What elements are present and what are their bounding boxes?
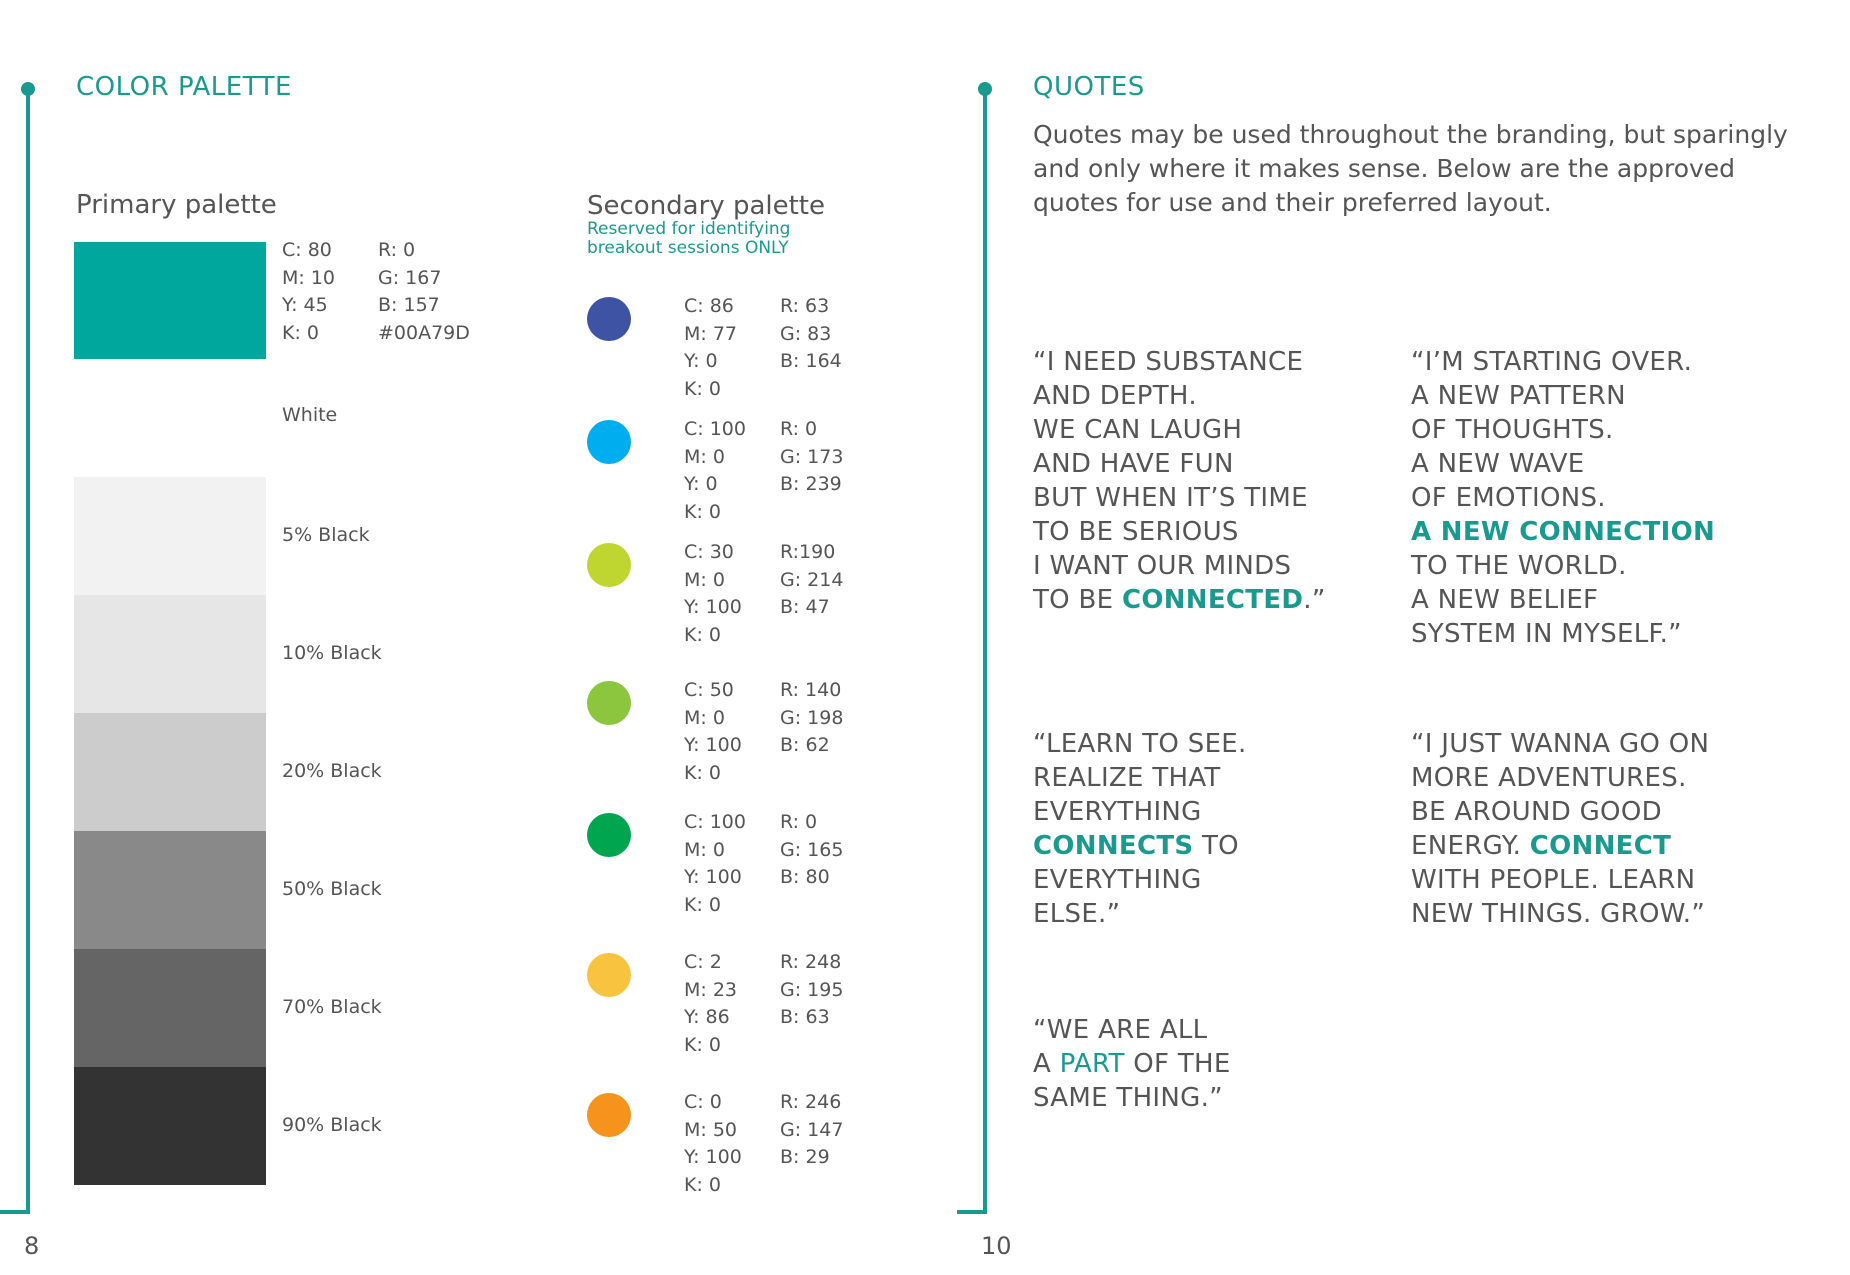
- quote-text: “I JUST WANNA GO ON: [1411, 729, 1710, 759]
- secondary-rgb: R: 0 G: 165 B: 80: [780, 811, 844, 888]
- quote-text: AND HAVE FUN: [1033, 449, 1234, 479]
- quote-text: SAME THING.”: [1033, 1083, 1223, 1113]
- quote-line: [1033, 897, 1247, 931]
- quote-text: TO THE WORLD.: [1411, 551, 1627, 581]
- quote-text: WITH PEOPLE. LEARN: [1411, 865, 1696, 895]
- quote-text: OF THE: [1124, 1049, 1231, 1079]
- quote-line: [1033, 1013, 1231, 1047]
- secondary-cmyk: C: 0 M: 50 Y: 100 K: 0: [684, 1091, 742, 1196]
- quote-line: [1033, 1081, 1231, 1115]
- quote-line: [1411, 897, 1709, 931]
- secondary-cmyk: C: 100 M: 0 Y: 0 K: 0: [684, 418, 746, 523]
- secondary-color-dot: [587, 543, 631, 587]
- quote-line: [1411, 413, 1715, 447]
- quote-block: [1033, 1013, 1231, 1115]
- tint-swatch: [74, 1067, 266, 1185]
- secondary-rgb: R: 140 G: 198 B: 62: [780, 679, 844, 756]
- secondary-palette-heading: Secondary palette: [587, 191, 825, 221]
- white-label: White: [282, 404, 338, 426]
- quote-line: [1033, 481, 1326, 515]
- quote-line: [1033, 863, 1247, 897]
- quote-line: [1033, 727, 1247, 761]
- quote-line: [1033, 447, 1326, 481]
- quote-line: [1411, 617, 1715, 651]
- tint-label: 20% Black: [282, 760, 382, 782]
- quote-text: BUT WHEN IT’S TIME: [1033, 483, 1308, 513]
- page-number-right: 10: [981, 1232, 1012, 1260]
- quote-highlight: CONNECT: [1529, 831, 1672, 861]
- tint-label: 10% Black: [282, 642, 382, 664]
- quote-line: [1411, 583, 1715, 617]
- quote-line: [1411, 761, 1709, 795]
- quote-text: “I’M STARTING OVER.: [1411, 347, 1693, 377]
- quote-text: BE AROUND GOOD: [1411, 797, 1662, 827]
- page-number-left: 8: [24, 1232, 40, 1260]
- primary-main-cmyk: C: 80 M: 10 Y: 45 K: 0: [282, 239, 336, 344]
- note-line: breakout sessions ONLY: [587, 238, 789, 258]
- quote-text: TO: [1193, 831, 1239, 861]
- quote-line: [1411, 863, 1709, 897]
- quote-text: A NEW WAVE: [1411, 449, 1585, 479]
- quote-line: [1411, 515, 1715, 549]
- quote-line: [1411, 829, 1709, 863]
- primary-palette-heading: Primary palette: [76, 190, 277, 220]
- intro-paragraph: Quotes may be used throughout the branding, but sparingly and only where it makes sense. Below are the approved quotes for use and their preferred layout.: [1033, 120, 1788, 217]
- tint-label: 90% Black: [282, 1114, 382, 1136]
- quote-block: [1033, 345, 1326, 617]
- quote-highlight: CONNECTED: [1121, 585, 1304, 615]
- secondary-cmyk: C: 50 M: 0 Y: 100 K: 0: [684, 679, 742, 784]
- quote-line: [1033, 583, 1326, 617]
- quote-text: AND DEPTH.: [1033, 381, 1197, 411]
- quote-text: .”: [1303, 585, 1326, 615]
- quote-text: “I NEED SUBSTANCE: [1033, 347, 1304, 377]
- quote-line: [1033, 1047, 1231, 1081]
- left-rail-vertical: [26, 88, 30, 1214]
- right-rail-vertical: [983, 88, 987, 1214]
- quote-highlight: CONNECTS: [1033, 831, 1194, 861]
- note-line: Reserved for identifying: [587, 219, 791, 239]
- tint-label: 50% Black: [282, 878, 382, 900]
- quote-line: [1411, 345, 1715, 379]
- quote-text: TO BE SERIOUS: [1033, 517, 1239, 547]
- quote-text: EVERYTHING: [1033, 797, 1202, 827]
- quote-text: NEW THINGS. GROW.”: [1411, 899, 1706, 929]
- quote-text: WE CAN LAUGH: [1033, 415, 1243, 445]
- secondary-color-dot: [587, 1093, 631, 1137]
- quote-line: [1033, 413, 1326, 447]
- quote-line: [1033, 761, 1247, 795]
- quote-line: [1411, 795, 1709, 829]
- quote-line: [1033, 379, 1326, 413]
- tint-swatch: [74, 595, 266, 713]
- tint-swatch: [74, 477, 266, 595]
- quote-block: [1033, 727, 1247, 931]
- section-title: QUOTES: [1033, 72, 1145, 102]
- secondary-rgb: R:190 G: 214 B: 47: [780, 541, 844, 618]
- secondary-cmyk: C: 86 M: 77 Y: 0 K: 0: [684, 295, 738, 400]
- secondary-rgb: R: 248 G: 195 B: 63: [780, 951, 844, 1028]
- quote-line: [1033, 829, 1247, 863]
- secondary-color-dot: [587, 813, 631, 857]
- quote-block: [1411, 727, 1709, 931]
- tint-swatch: [74, 713, 266, 831]
- secondary-color-dot: [587, 297, 631, 341]
- secondary-cmyk: C: 2 M: 23 Y: 86 K: 0: [684, 951, 738, 1056]
- quote-line: [1033, 345, 1326, 379]
- right-rail-foot: [957, 1210, 987, 1214]
- tint-label: 5% Black: [282, 524, 370, 546]
- primary-main-swatch: [74, 242, 266, 359]
- quote-text: OF THOUGHTS.: [1411, 415, 1614, 445]
- quote-text: I WANT OUR MINDS: [1033, 551, 1292, 581]
- secondary-palette-note: [587, 220, 790, 258]
- quote-highlight: PART: [1059, 1049, 1125, 1079]
- quote-line: [1411, 549, 1715, 583]
- quote-line: [1033, 515, 1326, 549]
- quote-text: ELSE.”: [1033, 899, 1121, 929]
- secondary-rgb: R: 0 G: 173 B: 239: [780, 418, 844, 495]
- quote-line: [1411, 379, 1715, 413]
- tint-label: 70% Black: [282, 996, 382, 1018]
- quote-text: TO BE: [1033, 585, 1122, 615]
- left-rail-foot: [0, 1210, 30, 1214]
- secondary-color-dot: [587, 681, 631, 725]
- primary-main-rgb: R: 0 G: 167 B: 157 #00A79D: [378, 239, 470, 344]
- quote-text: SYSTEM IN MYSELF.”: [1411, 619, 1682, 649]
- tint-swatch: [74, 949, 266, 1067]
- quote-text: REALIZE THAT: [1033, 763, 1221, 793]
- tint-swatch: [74, 831, 266, 949]
- quote-text: A: [1033, 1049, 1060, 1079]
- quote-text: MORE ADVENTURES.: [1411, 763, 1687, 793]
- quote-line: [1411, 727, 1709, 761]
- quote-block: [1411, 345, 1715, 651]
- secondary-rgb: R: 246 G: 147 B: 29: [780, 1091, 844, 1168]
- quote-line: [1411, 447, 1715, 481]
- secondary-cmyk: C: 100 M: 0 Y: 100 K: 0: [684, 811, 746, 916]
- quote-line: [1033, 549, 1326, 583]
- quote-text: “LEARN TO SEE.: [1033, 729, 1247, 759]
- quote-text: “WE ARE ALL: [1033, 1015, 1208, 1045]
- quote-text: A NEW PATTERN: [1411, 381, 1626, 411]
- secondary-color-dot: [587, 953, 631, 997]
- quote-text: EVERYTHING: [1033, 865, 1202, 895]
- quote-line: [1411, 481, 1715, 515]
- secondary-cmyk: C: 30 M: 0 Y: 100 K: 0: [684, 541, 742, 646]
- secondary-color-dot: [587, 420, 631, 464]
- section-title: COLOR PALETTE: [76, 72, 292, 102]
- quote-text: A NEW BELIEF: [1411, 585, 1599, 615]
- secondary-rgb: R: 63 G: 83 B: 164: [780, 295, 842, 372]
- quote-text: OF EMOTIONS.: [1411, 483, 1606, 513]
- quote-text: ENERGY.: [1411, 831, 1530, 861]
- quote-line: [1033, 795, 1247, 829]
- quote-highlight: A NEW CONNECTION: [1411, 517, 1716, 547]
